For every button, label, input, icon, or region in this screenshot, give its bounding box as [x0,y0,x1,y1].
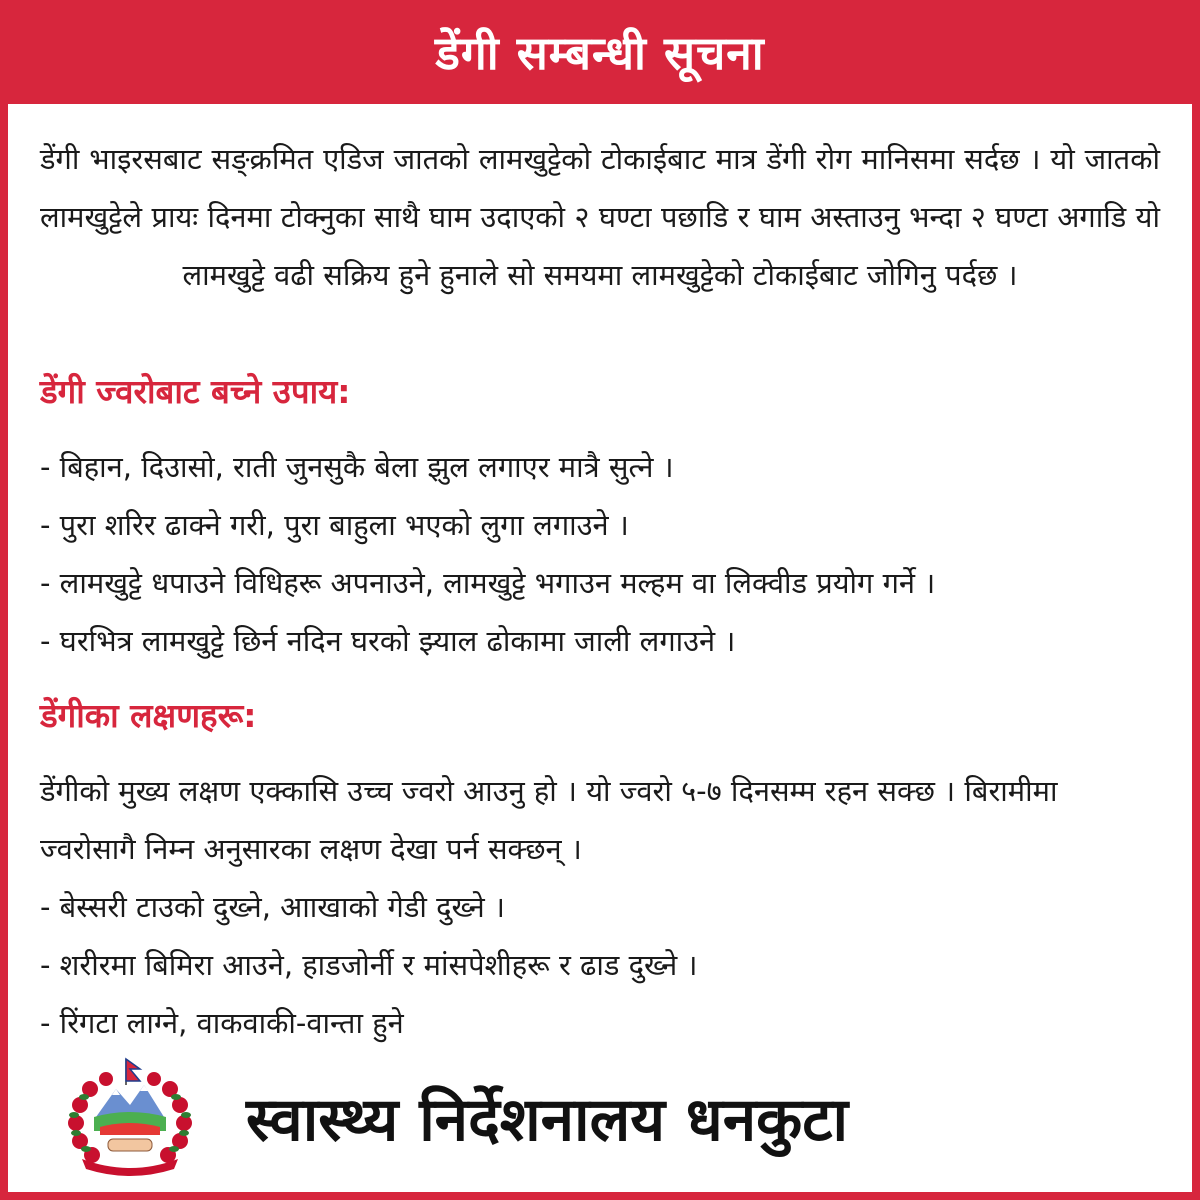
page-title: डेंगी सम्बन्धी सूचना [435,26,765,80]
list-item: - पुरा शरिर ढाक्ने गरी, पुरा बाहुला भएको लुगा लगाउने । [40,508,629,542]
list-item: - लामखुट्टे धपाउने विधिहरू अपनाउने, लामखुट्टे भगाउन मल्हम वा लिक्वीड प्रयोग गर्ने । [40,566,936,600]
list-item: - घरभित्र लामखुट्टे छिर्न नदिन घरको झ्याल ढोकामा जाली लगाउने । [40,624,736,658]
footer [60,1052,1160,1182]
list-item: - बिहान, दिउासो, राती जुनसुकै बेला झुल लगाएर मात्रै सुत्ने । [40,450,674,484]
nepal-emblem-icon [60,1055,200,1179]
header-banner [0,0,1200,104]
list-item: - बेस्सरी टाउको दुख्ने, आाखाको गेडी दुख्ने । [40,890,505,924]
footer-title: स्वास्थ्य निर्देशनालय धनकुटा [246,1085,848,1155]
symptoms-list [40,878,1160,1052]
intro-paragraph: डेंगी भाइरसबाट सङ्क्रमित एडिज जातको लामखुट्टेको टोकाईबाट मात्र डेंगी रोग मानिसमा सर्दछ । यो जातको लामखुट्टेले प्रायः दिनमा टोक्नुका साथै घाम उदाएको २ घण्टा पछाडि र घाम अस्ताउनु भन्दा २ घण्टा अगाडि यो लामखुट्टे वढी सक्रिय हुने हुनाले सो समयमा लामखुट्टेको टोकाईबाट जोगिनु पर्दछ । [40,142,1160,292]
symptoms-section [40,762,1160,1052]
symptoms-heading: डेंगीका लक्षणहरू: [40,696,257,735]
prevention-heading: डेंगी ज्वरोबाट बच्ने उपाय: [40,372,351,411]
prevention-list [40,438,1170,670]
list-item: - शरीरमा बिमिरा आउने, हाडजोर्नी र मांसपेशीहरू र ढाड दुख्ने । [40,948,698,982]
list-item: - रिंगटा लाग्ने, वाकवाकी-वान्ता हुने [40,1006,404,1040]
symptoms-paragraph: डेंगीको मुख्य लक्षण एक्कासि उच्च ज्वरो आउनु हो । यो ज्वरो ५-७ दिनसम्म रहन सक्छ । बिरामीमा ज्वरोसागै निम्न अनुसारका लक्षण देखा पर्न सक्छन् । [40,774,1058,866]
